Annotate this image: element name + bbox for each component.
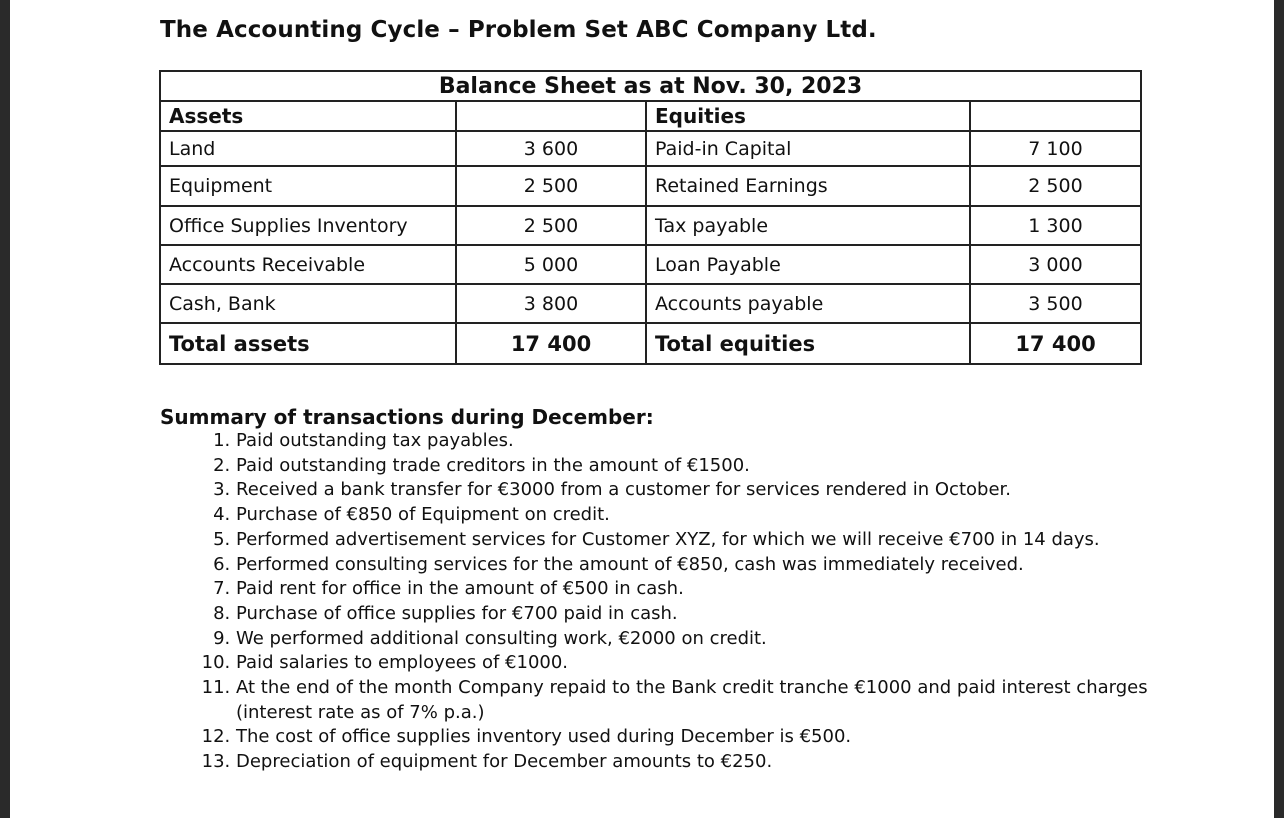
equity-value: 1 300	[970, 206, 1141, 245]
list-item: 9. We performed additional consulting work, €2000 on credit.	[236, 627, 1166, 652]
asset-value: 5 000	[456, 245, 646, 284]
asset-name: Cash, Bank	[160, 284, 456, 323]
equity-value: 3 000	[970, 245, 1141, 284]
transaction-list	[198, 429, 1166, 775]
list-item: 2. Paid outstanding trade creditors in the amount of €1500.	[236, 454, 1166, 479]
total-equities-value: 17 400	[970, 323, 1141, 364]
table-row	[160, 206, 1141, 245]
asset-name: Office Supplies Inventory	[160, 206, 456, 245]
equity-value: 2 500	[970, 166, 1141, 206]
list-item: 8. Purchase of office supplies for €700 paid in cash.	[236, 602, 1166, 627]
equity-name: Accounts payable	[646, 284, 970, 323]
equity-value: 7 100	[970, 131, 1141, 166]
balance-sheet-caption: Balance Sheet as at Nov. 30, 2023	[160, 71, 1141, 101]
list-item: 12. The cost of office supplies inventory used during December is €500.	[236, 725, 1166, 750]
asset-value: 3 800	[456, 284, 646, 323]
asset-value: 2 500	[456, 206, 646, 245]
summary-title: Summary of transactions during December:	[160, 405, 654, 429]
asset-value: 2 500	[456, 166, 646, 206]
assets-header: Assets	[160, 101, 456, 131]
total-equities-label: Total equities	[646, 323, 970, 364]
asset-name: Equipment	[160, 166, 456, 206]
table-row	[160, 245, 1141, 284]
equity-value: 3 500	[970, 284, 1141, 323]
list-item: 10. Paid salaries to employees of €1000.	[236, 651, 1166, 676]
asset-name: Accounts Receivable	[160, 245, 456, 284]
equity-name: Tax payable	[646, 206, 970, 245]
equity-name: Paid-in Capital	[646, 131, 970, 166]
asset-value: 3 600	[456, 131, 646, 166]
list-item: 11. At the end of the month Company repaid to the Bank credit tranche €1000 and paid interest charges (interest rate as of 7% p.a.)	[236, 676, 1166, 725]
balance-sheet-table	[159, 70, 1142, 365]
empty-header-cell	[456, 101, 646, 131]
total-row	[160, 323, 1141, 364]
list-item: 3. Received a bank transfer for €3000 from a customer for services rendered in October.	[236, 478, 1166, 503]
page-title: The Accounting Cycle – Problem Set ABC Company Ltd.	[160, 17, 877, 43]
total-assets-label: Total assets	[160, 323, 456, 364]
equity-name: Loan Payable	[646, 245, 970, 284]
list-item: 6. Performed consulting services for the amount of €850, cash was immediately received.	[236, 553, 1166, 578]
total-assets-value: 17 400	[456, 323, 646, 364]
list-item: 7. Paid rent for office in the amount of €500 in cash.	[236, 577, 1166, 602]
empty-header-cell	[970, 101, 1141, 131]
table-row	[160, 166, 1141, 206]
asset-name: Land	[160, 131, 456, 166]
list-item: 13. Depreciation of equipment for December amounts to €250.	[236, 750, 1166, 775]
list-item: 1. Paid outstanding tax payables.	[236, 429, 1166, 454]
table-row	[160, 284, 1141, 323]
equity-name: Retained Earnings	[646, 166, 970, 206]
equities-header: Equities	[646, 101, 970, 131]
list-item: 5. Performed advertisement services for Customer XYZ, for which we will receive €700 in 14 days.	[236, 528, 1166, 553]
document-page	[10, 0, 1274, 818]
list-item: 4. Purchase of €850 of Equipment on credit.	[236, 503, 1166, 528]
table-row	[160, 131, 1141, 166]
